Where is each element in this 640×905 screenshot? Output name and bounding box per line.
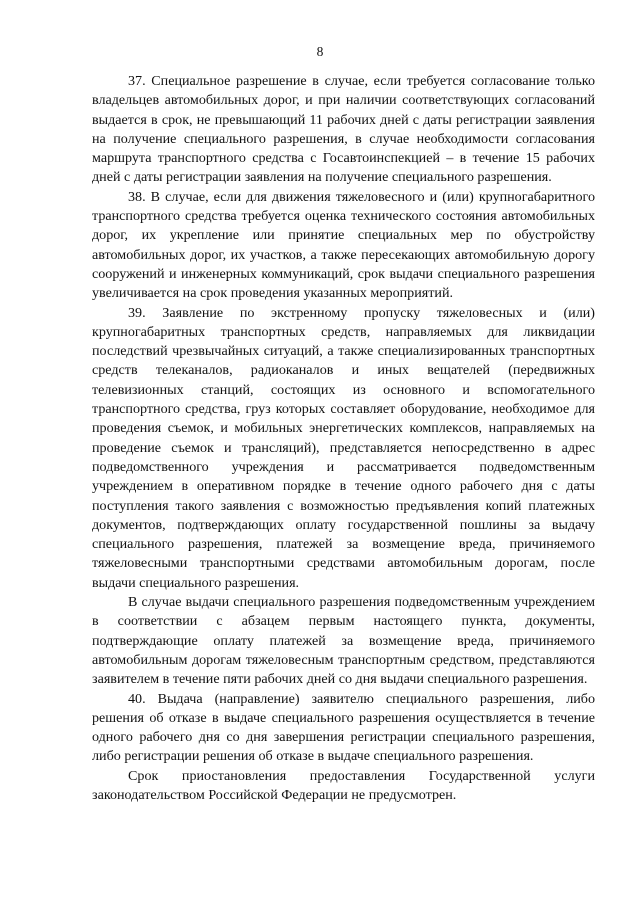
page-number: 8 (316, 44, 324, 59)
paragraph-37: 37. Специальное разрешение в случае, если требуется согласование только владельцев автомобильных дорог, и при наличии соответствующих согласований выдается в срок, не превышающий 11 рабочих дней с даты регистрации заявления на получение специального разрешения, в случае необходимости согласования маршрута транспортного средства с Госавтоинспекцией – в течение 15 рабочих дней с даты регистрации заявления на получение специального разрешения. (92, 73, 595, 186)
paragraph-39: 39. Заявление по экстренному пропуску тяжеловесных и (или) крупногабаритных транспортных средств, направляемых для ликвидации последствий чрезвычайных ситуаций, а также специализированных транспортных средств телеканалов, радиоканалов и иных вещателей (передвижных телевизионных станций, состоящих из основного и вспомогательного транспортного средства, груз которых составляет оборудование, необходимое для проведения съемок, и мобильных энергетических комплексов, направляемых на проведение съемок и трансляций), представляется непосредственно в адрес подведомственного учреждения и рассматривается подведомственным учреждением в оперативном порядке в течение одного рабочего дня с даты поступления такого заявления с возможностью предъявления копий платежных документов, подтверждающих оплату государственной пошлины за выдачу специального разрешения, платежей за возмещение вреда, причиняемого тяжеловесными транспортными средствами автомобильным дорогам, после выдачи специального разрешения. (92, 304, 595, 591)
paragraph-suspension-term: Срок приостановления предоставления Государственной услуги законодательством Российской Федерации не предусмотрен. (92, 767, 595, 803)
document-body (92, 72, 595, 805)
paragraph-39-continuation: В случае выдачи специального разрешения подведомственным учреждением в соответствии с абзацем первым настоящего пункта, документы, подтверждающие оплату платежей за возмещение вреда, причиняемого автомобильным дорогам тяжеловесным транспортным средством, представляются заявителем в течение пяти рабочих дней со дня выдачи специального разрешения. (92, 594, 595, 688)
paragraph-38: 38. В случае, если для движения тяжеловесного и (или) крупногабаритного транспортного средства требуется оценка технического состояния автомобильных дорог, их укрепление или принятие специальных мер по обустройству автомобильных дорог, их участков, а также пересекающих автомобильную дорогу сооружений и инженерных коммуникаций, срок выдачи специального разрешения увеличивается на срок проведения указанных мероприятий. (92, 188, 595, 302)
paragraph-40: 40. Выдача (направление) заявителю специального разрешения, либо решения об отказе в выдаче специального разрешения осуществляется в течение одного рабочего дня со дня завершения регистрации специального разрешения, либо регистрации решения об отказе в выдаче специального разрешения. (92, 690, 595, 765)
